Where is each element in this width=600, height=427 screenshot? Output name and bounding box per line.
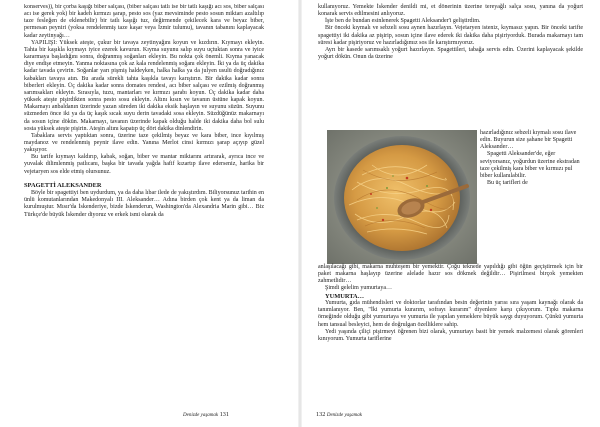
right-side-paragraph-three-recipes: Bu üç tarifleri de (487, 180, 528, 187)
left-paragraph-preparation: YAPILIŞI: Yüksek ateşte, çukur bir tavaya zeytinyağını koyun ve kızdırın. Kıymayı ekleyin. Tahta bir kaşıkla kıymayı iyice ezerek kavurun. Kıyma suyunu salıp suyu uçtuktan sonra ve iyice kararmaya başladığını sonra, doğranmış soğanları ekleyin. Bu nokta çok önemli. Kıyma yanacak diye endişe etmeyin. Yanma noktasına çok az kala rendelenmiş soğanı ekleyin. İki ya da üç dakika kadar tavada çevirin. Soğanlar yarı pişmiş haldeyken, halka halka ya da julyen usulü doğradığınız kabakları tavaya atın. Bu arada sürekli tahta kaşıkla tavayı karıştırın. Bir dakika kadar sonra biberleri ekleyin. Üç dakika kadar sonra domates rendesi, acı biber salçası ve ezilmiş doğranmış sarımsakları ekleyin. Sırasıyla, tuzu, mantarları ve kırmızı şarabı koyun. Üç dakika kadar daha yüksek ateşte pişirdikten sonra pesto sosu ekleyin. Altını kısın ve tavanın üstüne kapak koyun. Makarnayı anbaldanın üzerinde yazan süreden iki dakika eksik haşlayın ve suyunu süzün. Suyunu süzmeden önce iki ya da üç kaşık sıcak suyu derin tavadaki sosa ekleyin. Süzdüğünüz makarnayı da sosun içine dökün. Makarnayı, tavanın üzerinde kapak olduğu halde iki dakika daha bol sulu sosta yüksek ateşte pişirin. Ateşin altını kapatıp üç dört dakika dinlendirin. (24, 39, 264, 132)
left-footer-brand: Denizde yaşamak (183, 413, 219, 418)
right-side-paragraph-pepper: Spagetti Aleksander'de, eğer seviyorsanız, yoğurdun üzerine ekstradan taze çekilmiş kara biber ve kırmızı pul biber kullanılabilir. (480, 151, 580, 179)
right-paragraph-egg-nutrition: Yumurta, gıda mühendisleri ve doktorlar tarafından besin değerinin yarısı sıra yaşam kaynağı olarak da tanımlanıyor. Ben, "İki yumurta kurarım, sofrayı kurarım" diyenlere karşı çıkıyorum. Tıpkı makarna örneğinde olduğu gibi yumurtaya ve yumurta ile yapılan yemeklere büyük saygı duyuyorum. Çünkü yumurta hem tansual besleyici, hem de doğrulgan özelliklere sahip. (318, 300, 583, 328)
right-paragraph-pasta-praise: anlaşılacağı gibi, makarna muhteşem bir yemektir. Çoğu teknede yapıldığı gibi öğün geçiştirmek için bir paket makarna haşlayıp üzerine alelade hazır sos dökmek değildir… Pişirilmesi birçok yemekten zahmetlidir… (318, 264, 583, 285)
right-paragraph-egg-respect: Yedi yaşında çiliçi pişirmeyi öğrenen bizi olarak, yumurtayı basit bir yemek malzemesi olarak görenleri kınıyorum. Yumurta tariflerine (318, 328, 583, 342)
left-paragraph-vegetarian: Bu tarife kıymayı kaldırıp, kabak, soğan, biber ve mantar miktarını artırarak, ayrıca ince ve yuvalak dilimlenmiş patlıcanı, başka bir tavada yağda hafif kızartıp ilave ederseniz, harika bir vejetaryen sos elde etmiş olursunuz. (24, 154, 264, 175)
right-page (300, 0, 600, 427)
left-text-column (24, 4, 264, 219)
right-paragraph-iskender: kullanıyoruz. Yemekte İskender denildi mi, et dönerinin üzerine tereyağlı salça sosu, yanına da yoğurt konarak servis edilmesini anlıyoruz. (318, 4, 583, 18)
spaghetti-mass (344, 145, 460, 251)
right-page-number: 132 (316, 411, 326, 418)
left-paragraph-ingredients: konserves)), bir çorba kaşığı biber salçası, (biber salçası tatlı ise bir tatlı kaşığı acı sos, biber salçası acı ise gerek yok) bir kadeh kırmızı şarap, pesto sos (yaz mevsiminde pesto sosun miktarı azaltılıp taze fesleğen de eklenebilir) bir tatlı kaşığı tuz, değirmende çekilecek kara ve beyaz biber, permesan peyniri (yoksa rendelenmiş taze kaşar veya İzmir tulumu), tavanın tabanını kaplayacak kadar zeytinyağı… (24, 4, 264, 39)
right-footer-brand: Denizde yaşamak (326, 413, 362, 418)
right-footer (316, 411, 362, 419)
left-paragraph-serving: Tabaklara servis yaptıktan sonra, üzerine taze çekilmiş beyaz ve kara biber, ince kıyılmış maydanoz ve rendelenmiş peynir ilave edin. Yanına Merlot cinsi kırmızı şarap açıyıp güzel yakışıyor. (24, 132, 264, 154)
right-text-bottom (318, 264, 583, 343)
right-paragraph-inspired: İşte ben de bundan esinlenerek Spagetti Aleksander'i geliştirdim. (325, 18, 481, 25)
right-paragraph-egg-intro: Şimdi gelelim yumurtaya… (325, 285, 392, 292)
left-paragraph-aleksander: Böyle bir spagettiyi ben uydurdum, ya da daha lıbar ilede de yakıştırdım. Biliyorsunuz tarihin en ünlü komutanlarından Makedonyalı III. Aleksander… Adına birden çok kent ya da liman da kurulmuştur. Mısır'da İskenderiye, bizde İskenderun, Washington'da Alexandria Marin gibi… Biz Türkçe'de büyük İskender diyoruz ve erkek ismi olarak da (24, 190, 264, 218)
right-paragraph-yogurt: Ayrı bir kasede sarımsaklı yoğurt hazırlayın. Spagettileri, tabağa servis edin. Üzerini kaplayacak şekilde yoğurt dökün. Onun da üzerine (318, 46, 583, 61)
left-page-number: 131 (219, 411, 229, 418)
right-side-paragraph-sauce: hazırladığınız sebzeli kıymalı sosu ilave edin. Buyurun size şahane bir Spagetti Aleksander… (480, 130, 577, 151)
right-section-heading: YUMURTA… (325, 292, 365, 300)
left-footer (183, 411, 229, 419)
right-side-column (480, 130, 580, 187)
spaghetti-pan-photo (327, 130, 477, 264)
left-section-heading: SPAGETTİ ALEKSANDER (24, 181, 102, 189)
spaghetti-photo-drawing (327, 130, 477, 264)
right-paragraph-method: Bir önceki kıymalı ve sebzeli sosu aynen hazırlayın. Vejetaryen isteniz, kıymasız yapın. Bir önceki tarifte spagettiyi iki dakika az pişirip, sosun içine ilave ederek iki dakika daha pişiriyorduk. Burada makarnayı tam süresi kadar pişiriyoruz ve hazırladığımız sos ile karıştırmıyoruz. (318, 25, 583, 46)
right-text-top (318, 4, 583, 61)
